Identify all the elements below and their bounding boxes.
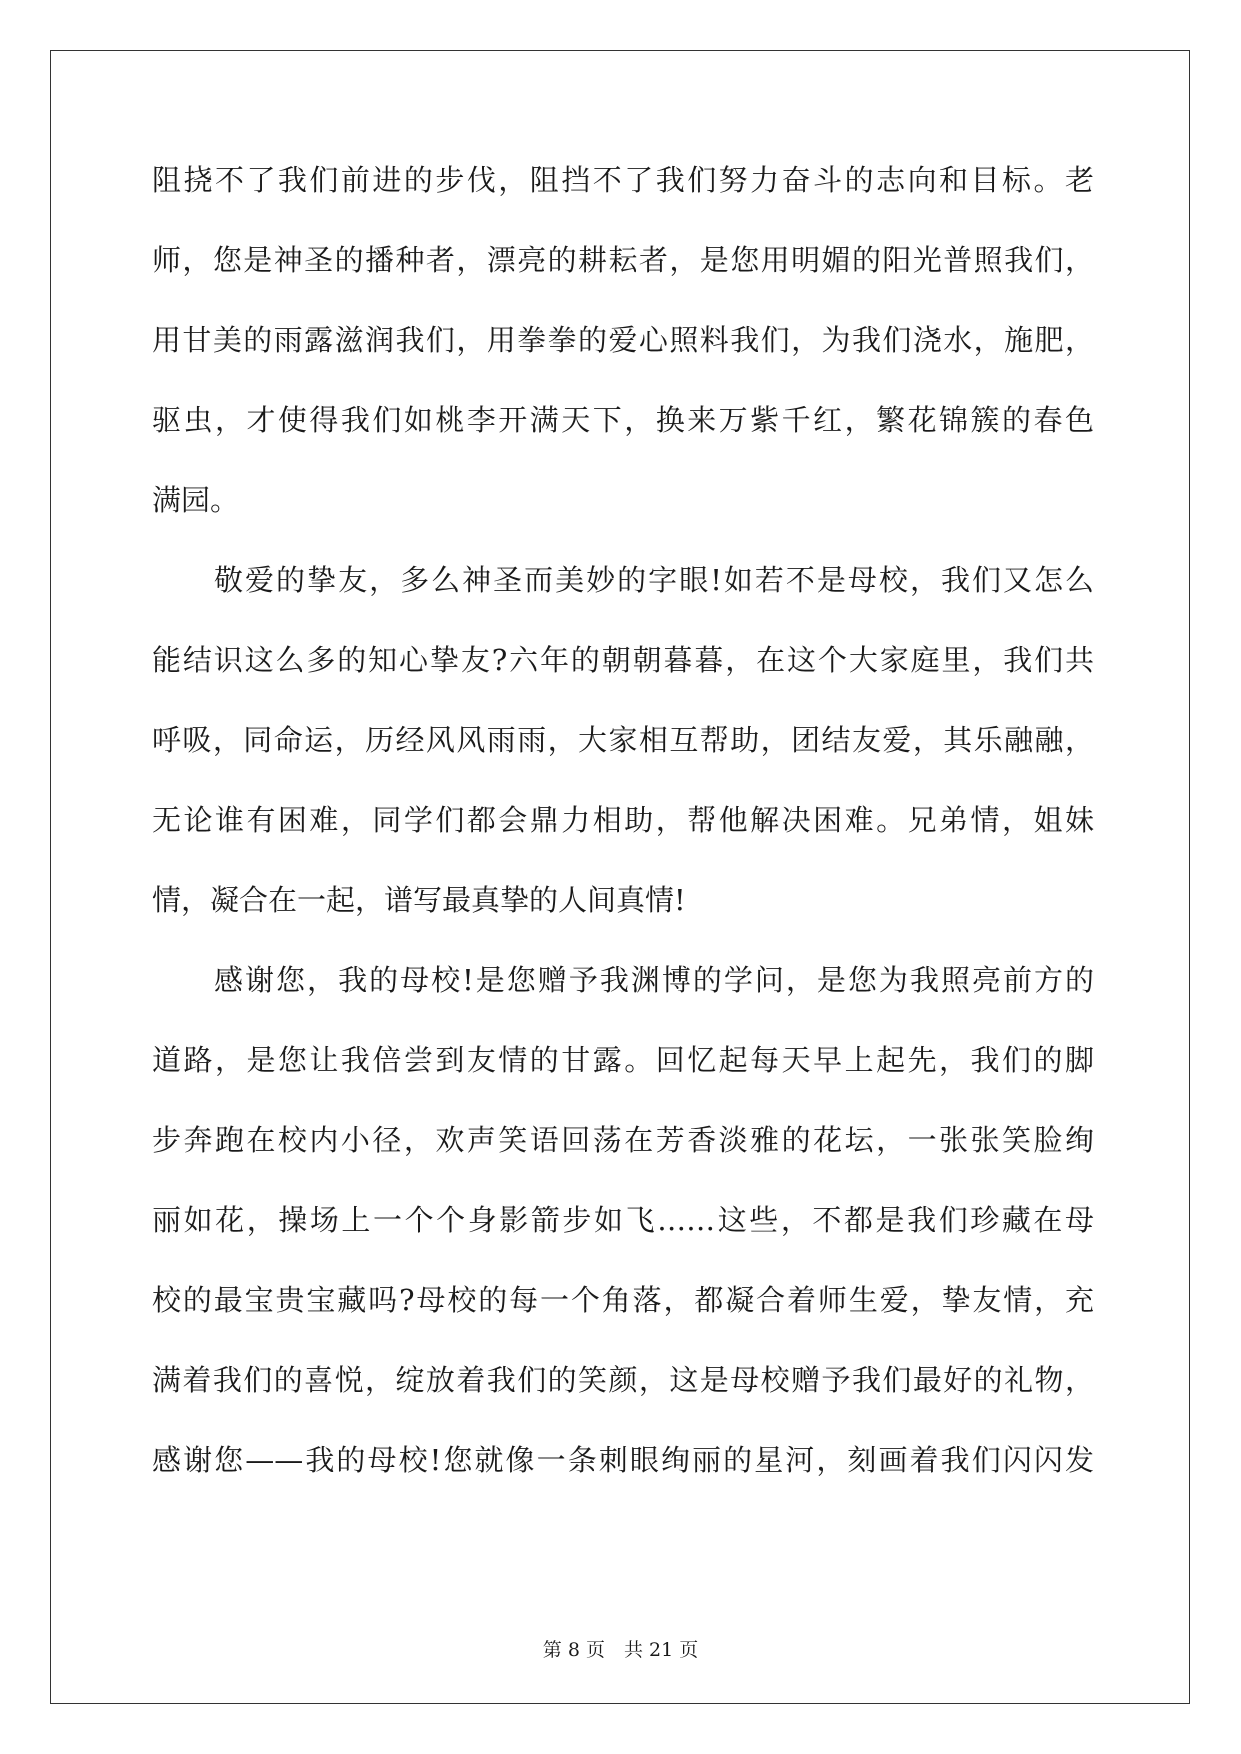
text-line: 感谢您——我的母校!您就像一条刺眼绚丽的星河，刻画着我们闪闪发 (152, 1443, 1094, 1477)
text-line: 师，您是神圣的播种者，漂亮的耕耘者，是您用明媚的阳光普照我们， (152, 243, 1094, 277)
text-line: 感谢您，我的母校!是您赠予我渊博的学问，是您为我照亮前方的 (152, 963, 1094, 997)
text-line: 用甘美的雨露滋润我们，用拳拳的爱心照料我们，为我们浇水，施肥， (152, 323, 1094, 357)
document-body (152, 160, 1094, 1520)
text-line: 无论谁有困难，同学们都会鼎力相助，帮他解决困难。兄弟情，姐妹 (152, 803, 1094, 837)
page-number-footer: 第 8 页 共 21 页 (542, 1639, 699, 1661)
text-line: 能结识这么多的知心挚友?六年的朝朝暮暮，在这个大家庭里，我们共 (152, 643, 1094, 677)
text-line: 步奔跑在校内小径，欢声笑语回荡在芳香淡雅的花坛，一张张笑脸绚 (152, 1123, 1094, 1157)
text-line: 驱虫，才使得我们如桃李开满天下，换来万紫千红，繁花锦簇的春色 (152, 403, 1094, 437)
text-line: 满着我们的喜悦，绽放着我们的笑颜，这是母校赠予我们最好的礼物， (152, 1363, 1094, 1397)
text-line: 敬爱的挚友，多么神圣而美妙的字眼!如若不是母校，我们又怎么 (152, 563, 1094, 597)
text-line: 满园。 (152, 483, 240, 517)
text-line: 丽如花，操场上一个个身影箭步如飞……这些，不都是我们珍藏在母 (152, 1203, 1094, 1237)
text-line: 道路，是您让我倍尝到友情的甘露。回忆起每天早上起先，我们的脚 (152, 1043, 1094, 1077)
text-line: 校的最宝贵宝藏吗?母校的每一个角落，都凝合着师生爱，挚友情，充 (152, 1283, 1094, 1317)
text-line: 情，凝合在一起，谱写最真挚的人间真情! (152, 883, 686, 917)
text-line: 阻挠不了我们前进的步伐，阻挡不了我们努力奋斗的志向和目标。老 (152, 163, 1094, 197)
text-line: 呼吸，同命运，历经风风雨雨，大家相互帮助，团结友爱，其乐融融， (152, 723, 1094, 757)
